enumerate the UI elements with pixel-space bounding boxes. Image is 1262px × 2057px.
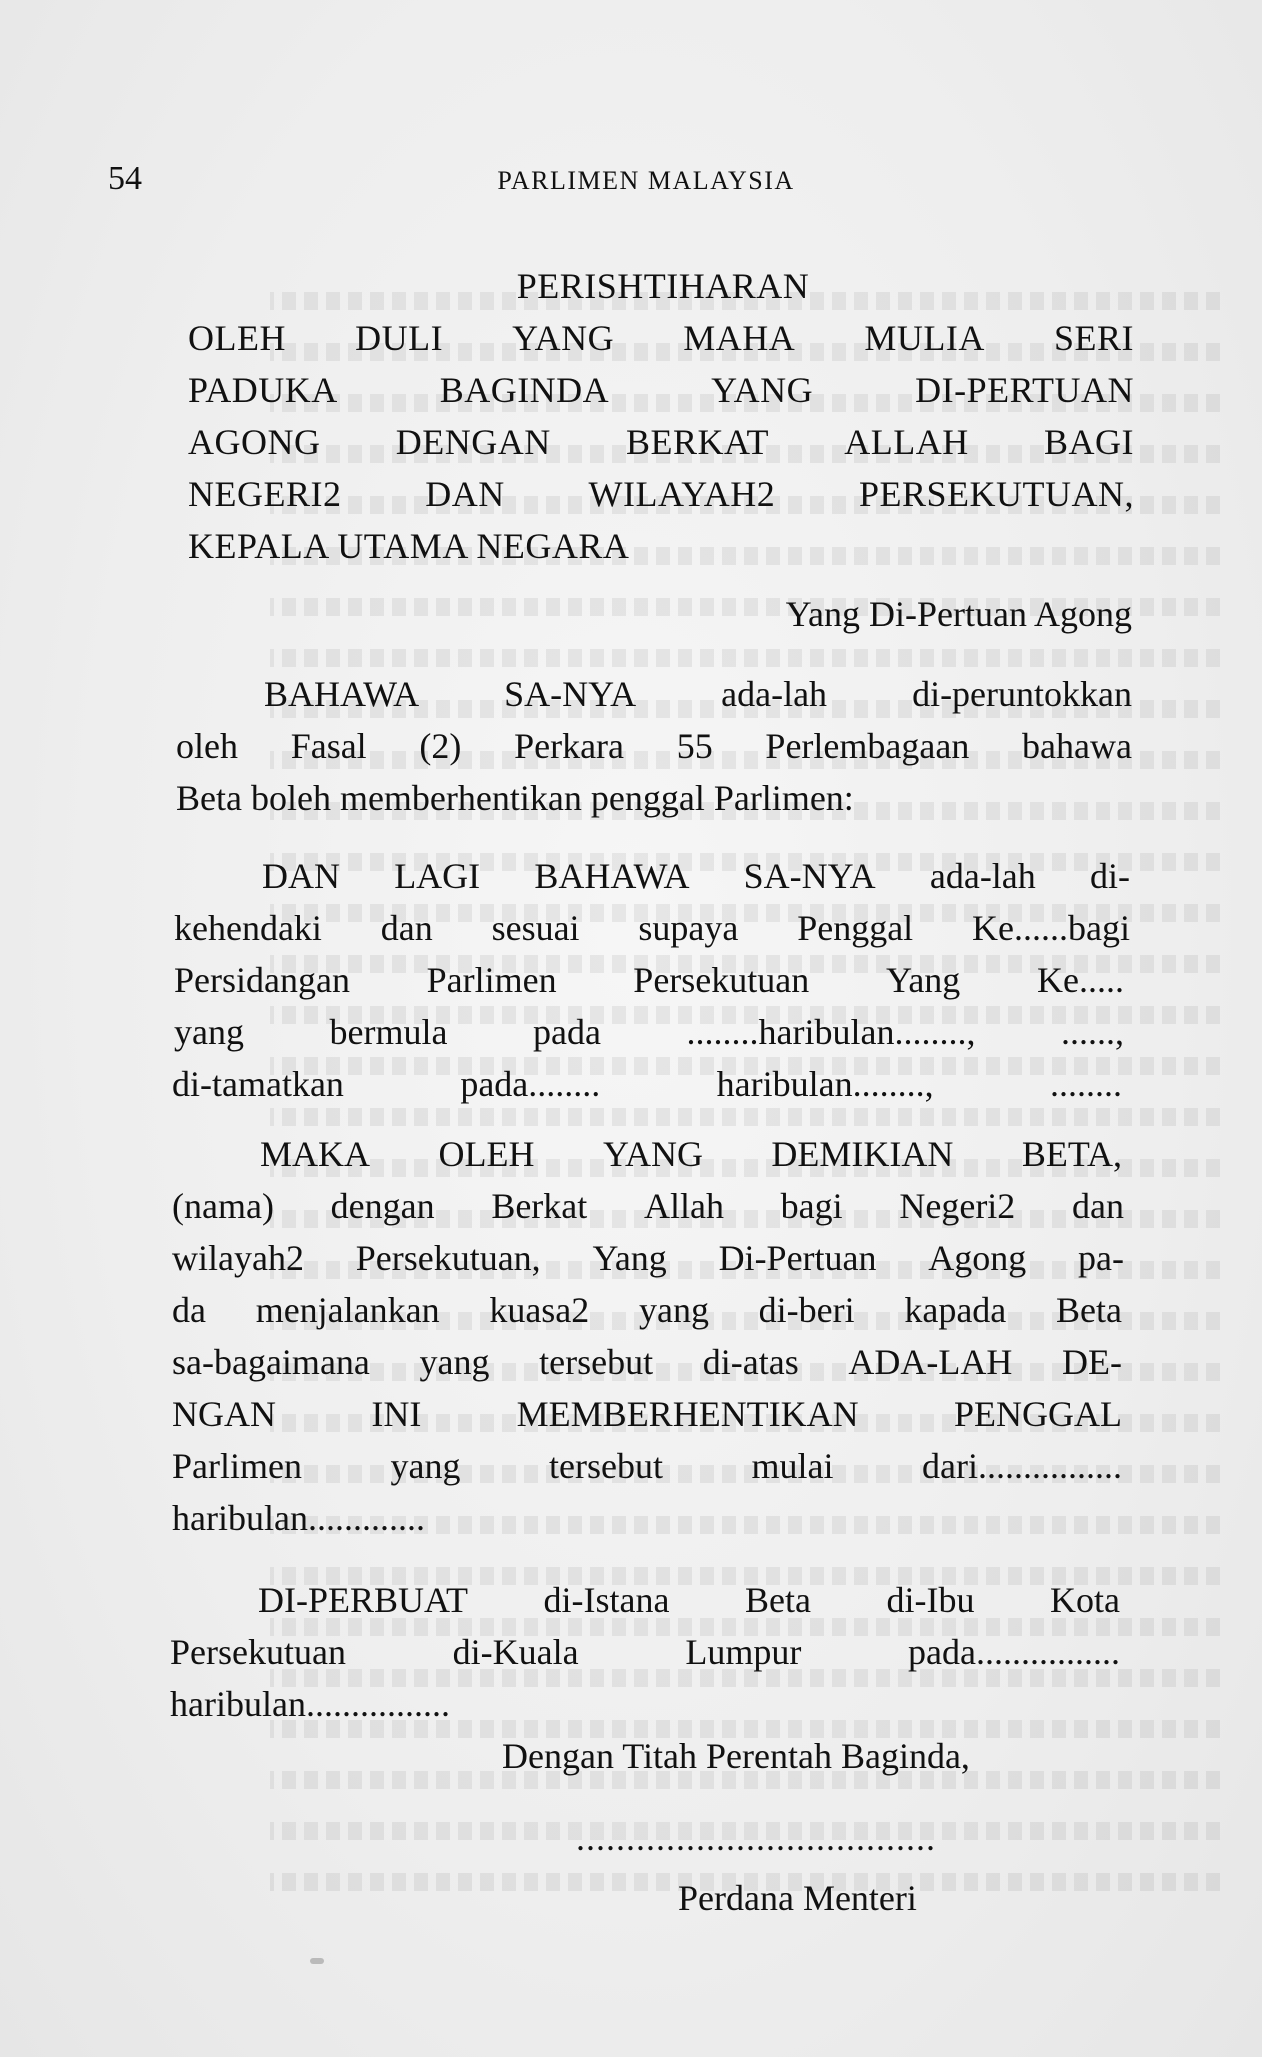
word: Persekutuan	[170, 1632, 346, 1672]
word: ADA-LAH	[848, 1342, 1013, 1382]
word: DE-	[1062, 1342, 1122, 1382]
word: mulai	[751, 1446, 834, 1486]
page-number: 54	[108, 160, 142, 197]
word: wilayah2	[172, 1238, 304, 1278]
word: Agong	[928, 1238, 1027, 1278]
word: pada	[533, 1012, 601, 1052]
word: (2)	[419, 726, 462, 766]
paragraph-line	[262, 850, 1130, 902]
running-head: PARLIMEN MALAYSIA	[497, 166, 795, 195]
paragraph-line	[174, 1006, 1124, 1058]
paragraph-line	[172, 1440, 1122, 1492]
word: yang	[174, 1012, 244, 1052]
heading-line	[188, 364, 1134, 416]
word: MEMBERHENTIKAN	[516, 1394, 859, 1434]
word: SERI	[1053, 318, 1134, 358]
paragraph-line: Beta boleh memberhentikan penggal Parlimen:	[176, 778, 854, 818]
paragraph-line	[174, 954, 1124, 1006]
word: Beta	[1055, 1290, 1122, 1330]
closing-formula: Dengan Titah Perentah Baginda,	[502, 1736, 970, 1776]
word: BAGI	[1043, 422, 1134, 462]
word: ada-lah	[929, 856, 1036, 896]
word: SA-NYA	[504, 674, 637, 714]
word: ALLAH	[844, 422, 969, 462]
word: 55	[676, 726, 713, 766]
word: BETA,	[1021, 1134, 1122, 1174]
word: di-atas	[702, 1342, 799, 1382]
printer-mark	[310, 1958, 324, 1964]
paragraph-line: haribulan................	[170, 1684, 450, 1724]
word: DAN	[425, 474, 505, 514]
word: Kota	[1050, 1580, 1120, 1620]
word: ada-lah	[721, 674, 828, 714]
proclamation-title: PERISHTIHARAN	[516, 266, 810, 306]
heading-line	[188, 312, 1134, 364]
paragraph-line	[176, 720, 1132, 772]
word: Parlimen	[426, 960, 557, 1000]
word: MULIA	[864, 318, 985, 358]
word: WILAYAH2	[588, 474, 776, 514]
word: di-Istana	[543, 1580, 670, 1620]
word: OLEH	[438, 1134, 535, 1174]
word: Persekutuan,	[355, 1238, 541, 1278]
paragraph-line	[172, 1180, 1124, 1232]
addressee: Yang Di-Pertuan Agong	[785, 594, 1132, 634]
word: Persidangan	[174, 960, 350, 1000]
word: sa-bagaimana	[172, 1342, 370, 1382]
paragraph-line	[172, 1232, 1124, 1284]
word: DENGAN	[395, 422, 551, 462]
word: INI	[371, 1394, 422, 1434]
word: YANG	[602, 1134, 703, 1174]
word: ......,	[1060, 1012, 1124, 1052]
word: Yang	[885, 960, 961, 1000]
word: BAHAWA	[534, 856, 690, 896]
word: Berkat	[491, 1186, 588, 1226]
word: dari................	[921, 1446, 1122, 1486]
paragraph-line	[172, 1388, 1122, 1440]
word: pa-	[1078, 1238, 1124, 1278]
word: Yang	[592, 1238, 667, 1278]
page-header	[108, 160, 1154, 210]
heading-line: KEPALA UTAMA NEGARA	[188, 526, 630, 566]
word: PENGGAL	[954, 1394, 1122, 1434]
word: da	[172, 1290, 206, 1330]
word: kehendaki	[174, 908, 322, 948]
word: di-peruntokkan	[912, 674, 1132, 714]
word: Parlimen	[172, 1446, 302, 1486]
word: dengan	[330, 1186, 435, 1226]
word: pada........	[460, 1064, 601, 1104]
word: di-Ibu	[886, 1580, 975, 1620]
word: Persekutuan	[633, 960, 810, 1000]
word: DULI	[355, 318, 444, 358]
word: Lumpur	[685, 1632, 802, 1672]
word: Ke.....	[1036, 960, 1124, 1000]
word: DI-PERTUAN	[915, 370, 1134, 410]
word: LAGI	[394, 856, 481, 896]
word: Di-Pertuan	[718, 1238, 877, 1278]
word: di-beri	[758, 1290, 855, 1330]
word: NGAN	[172, 1394, 276, 1434]
paragraph-line	[258, 1574, 1120, 1626]
word: haribulan........,	[716, 1064, 934, 1104]
word: YANG	[711, 370, 814, 410]
paragraph-line	[174, 902, 1130, 954]
word: yang	[390, 1446, 461, 1486]
word: menjalankan	[255, 1290, 440, 1330]
word: tersebut	[549, 1446, 663, 1486]
word: Perkara	[514, 726, 625, 766]
word: BAGINDA	[439, 370, 610, 410]
word: yang	[419, 1342, 490, 1382]
word: OLEH	[188, 318, 286, 358]
paragraph-line	[172, 1284, 1122, 1336]
word: DI-PERBUAT	[258, 1580, 469, 1620]
heading-line	[188, 416, 1134, 468]
word: kapada	[904, 1290, 1007, 1330]
word: DEMIKIAN	[771, 1134, 954, 1174]
word: sesuai	[491, 908, 580, 948]
word: PADUKA	[188, 370, 338, 410]
word: di-	[1089, 856, 1130, 896]
paragraph-line	[264, 668, 1132, 720]
paragraph-line	[172, 1336, 1122, 1388]
word: Perlembagaan	[765, 726, 970, 766]
word: ........haribulan........,	[686, 1012, 976, 1052]
word: bermula	[329, 1012, 448, 1052]
word: Ke......bagi	[972, 908, 1130, 948]
heading-line	[188, 468, 1134, 520]
word: Negeri2	[899, 1186, 1016, 1226]
word: di-Kuala	[452, 1632, 579, 1672]
signatory-title: Perdana Menteri	[678, 1878, 917, 1918]
signature-line: ....................................	[576, 1818, 936, 1858]
word: Allah	[643, 1186, 724, 1226]
paragraph-line	[170, 1626, 1120, 1678]
word: di-tamatkan	[172, 1064, 344, 1104]
paragraph-line	[260, 1128, 1122, 1180]
word: Penggal	[797, 908, 914, 948]
word: pada................	[908, 1632, 1120, 1672]
word: MAKA	[260, 1134, 371, 1174]
word: BAHAWA	[264, 674, 420, 714]
word: tersebut	[539, 1342, 654, 1382]
word: NEGERI2	[188, 474, 342, 514]
word: YANG	[512, 318, 615, 358]
word: Beta	[745, 1580, 811, 1620]
word: yang	[638, 1290, 709, 1330]
word: dan	[380, 908, 433, 948]
word: kuasa2	[489, 1290, 590, 1330]
word: bagi	[780, 1186, 843, 1226]
word: AGONG	[188, 422, 321, 462]
word: oleh	[176, 726, 238, 766]
word: MAHA	[683, 318, 796, 358]
word: DAN	[262, 856, 340, 896]
word: ........	[1049, 1064, 1122, 1104]
word: supaya	[638, 908, 739, 948]
word: SA-NYA	[743, 856, 876, 896]
word: PERSEKUTUAN,	[858, 474, 1134, 514]
word: (nama)	[172, 1186, 274, 1226]
word: BERKAT	[625, 422, 769, 462]
word: dan	[1072, 1186, 1124, 1226]
paragraph-line	[172, 1058, 1122, 1110]
word: bahawa	[1022, 726, 1132, 766]
word: Fasal	[290, 726, 367, 766]
paragraph-line: haribulan.............	[172, 1498, 425, 1538]
